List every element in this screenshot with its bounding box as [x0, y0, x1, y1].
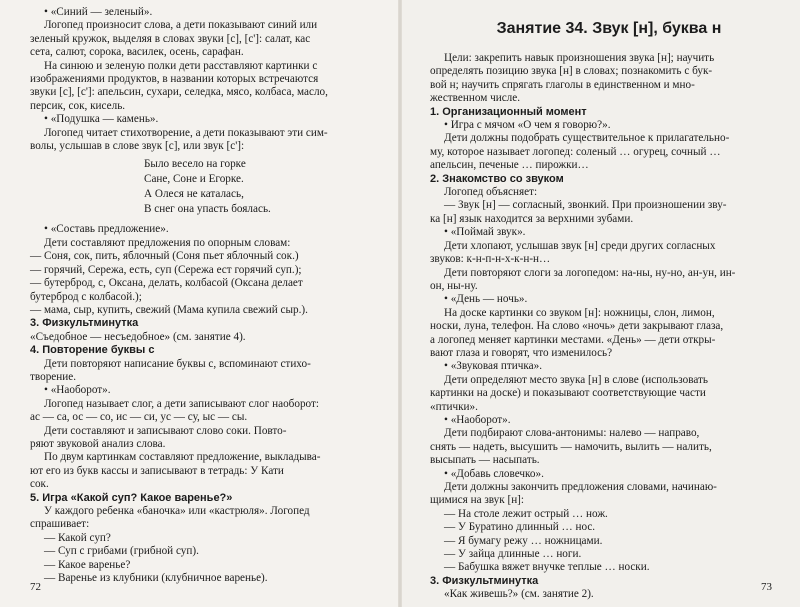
section-heading: 5. Игра «Какой суп? Какое варенье?»: [30, 491, 233, 504]
text-line: а логопед меняет картинки местами. «День» — дети откры-: [430, 333, 716, 346]
text-line: • Игра с мячом «О чем я говорю?».: [444, 119, 611, 132]
text-line: — У зайца длинные … ноги.: [444, 548, 582, 561]
text-line: • «Синий — зеленый».: [44, 6, 153, 18]
section-heading: 3. Физкультминутка: [30, 317, 139, 330]
text-line: — Варенье из клубники (клубничное варенье).: [44, 572, 268, 585]
text-line: Логопед читает стихотворение, а дети показывают эти сим-: [44, 126, 328, 139]
text-line: — горячий, Сережа, есть, суп (Сережа ест горячий суп.);: [30, 263, 302, 276]
text-line: звуки [с], [с']: апельсин, сухари, селедка, мясо, колбаса, масло,: [30, 86, 328, 99]
text-line: ас — са, ос — со, ис — си, ус — су, ыс — сы.: [30, 411, 248, 424]
text-line: ка [н] язык находится за верхними зубами.: [430, 212, 634, 225]
text-line: му, которое называет логопед: соленый … огурец, сочный …: [430, 145, 721, 158]
text-line: сета, салют, сорока, василек, осень, сарафан.: [30, 46, 244, 59]
text-line: Логопед произносит слова, а дети показывают синий или: [44, 19, 318, 32]
text-line: зеленый кружок, выделяя в словах звуки [с], [с']: салат, кас: [30, 32, 311, 45]
poem: [30, 157, 388, 217]
text-line: Дети подбирают слова-антонимы: налево — направо,: [444, 427, 700, 440]
text-line: персик, сок, кисель.: [30, 99, 126, 112]
text-line: сок.: [30, 478, 49, 491]
text-line: — Суп с грибами (грибной суп).: [44, 545, 199, 558]
section-heading: 1. Организационный момент: [430, 105, 587, 118]
text-line: Дети повторяют написание буквы с, вспоминают стихо-: [44, 357, 311, 370]
lesson-title: Занятие 34. Звук [н], буква н: [496, 20, 722, 37]
text-line: апельсин, печеные … пирожки…: [430, 159, 589, 172]
text-line: Дети должны закончить предложения словами, начинаю-: [444, 481, 717, 493]
text-line: звуков: к-н-п-н-х-к-н-н…: [430, 253, 551, 266]
text-line: Дети составляют и записывают слово соки. Повто-: [44, 424, 287, 437]
text-line: вают глаза и говорят, что изменилось?: [430, 346, 613, 359]
text-line: снять — надеть, высушить — намочить, вылить — налить,: [430, 440, 712, 453]
text-line: картинки на доске) и показывают соответствующие части: [430, 387, 706, 400]
text-line: «птички».: [430, 400, 478, 413]
page-number-right: 73: [761, 581, 772, 593]
text-line: — мама, сыр, купить, свежий (Мама купила свежий сыр.).: [30, 303, 308, 316]
text-line: ют его из букв кассы и записывают в тетрадь: У Кати: [30, 464, 284, 477]
right-page: [400, 0, 800, 607]
text-line: жественном числе.: [430, 92, 521, 105]
text-line: бутерброд с колбасой.);: [30, 290, 142, 303]
right-text-block: [430, 52, 788, 602]
text-line: изображениями продуктов, в названии которых встречаются: [30, 73, 319, 86]
text-line: Логопед называет слог, а дети записывают слог наоборот:: [44, 397, 319, 410]
text-line: высыпать — насыпать.: [430, 454, 540, 467]
book-gutter: [398, 0, 402, 607]
text-line: • «Наоборот».: [44, 384, 111, 397]
text-line: Цели: закрепить навык произношения звука [н]; научить: [444, 52, 715, 64]
section-heading: 4. Повторение буквы с: [30, 344, 155, 357]
text-line: спрашивает:: [30, 518, 90, 531]
page-number-left: 72: [30, 581, 41, 593]
text-line: он, ны-ну.: [430, 279, 478, 292]
text-line: Дети должны подобрать существительное к прилагательно-: [444, 132, 730, 145]
text-line: Дети повторяют слоги за логопедом: на-ны, ну-но, ан-ун, ин-: [444, 266, 736, 279]
text-line: • «Наоборот».: [444, 413, 511, 426]
text-line: На синюю и зеленую полки дети расставляют картинки с: [44, 59, 318, 72]
text-line: — Звук [н] — согласный, звонкий. При произношении зву-: [444, 199, 727, 212]
text-line: • «Добавь словечко».: [444, 467, 544, 480]
text-line: У каждого ребенка «баночка» или «кастрюля». Логопед: [44, 505, 310, 517]
text-line: определять позицию звука [н] в словах; познакомить с бук-: [430, 65, 713, 78]
text-line: • «Звуковая птичка».: [444, 360, 543, 373]
left-text-block-1: [30, 6, 388, 153]
text-line: • «Поймай звук».: [444, 226, 526, 239]
text-line: щимися на звук [н]:: [430, 494, 525, 507]
text-line: волы, услышав в слове звук [с], или звук [с']:: [30, 140, 245, 153]
text-line: носки, луна, телефон. На слово «ночь» дети закрывают глаза,: [430, 320, 724, 333]
text-line: «Съедобное — несъедобное» (см. занятие 4).: [30, 330, 246, 343]
poem-line: Было весело на горке: [144, 158, 246, 171]
text-line: — На столе лежит острый … нож.: [444, 507, 608, 520]
text-line: • «День — ночь».: [444, 293, 528, 306]
text-line: Дети определяют место звука [н] в слове (использовать: [444, 373, 709, 386]
text-line: Дети хлопают, услышав звук [н] среди других согласных: [444, 239, 716, 252]
text-line: • «Подушка — камень».: [44, 113, 159, 126]
poem-line: В снег она упасть боялась.: [144, 203, 271, 216]
text-line: — Какое варенье?: [44, 558, 131, 571]
text-line: — Какой суп?: [44, 531, 111, 544]
text-line: — Я бумагу режу … ножницами.: [444, 534, 603, 547]
text-line: — Соня, сок, пить, яблочный (Соня пьет яблочный сок.): [30, 250, 299, 263]
text-line: ряют звуковой анализ слова.: [30, 437, 166, 450]
poem-line: А Олеся не каталась,: [144, 188, 244, 201]
text-line: творение.: [30, 370, 76, 383]
left-text-block-2: [30, 223, 388, 585]
text-line: «Как живешь?» (см. занятие 2).: [444, 588, 594, 601]
text-line: — У Буратино длинный … нос.: [444, 521, 596, 534]
text-line: — бутерброд, с, Оксана, делать, колбасой (Оксана делает: [30, 277, 303, 290]
text-line: • «Составь предложение».: [44, 223, 169, 236]
text-line: По двум картинкам составляют предложение, выкладыва-: [44, 451, 321, 464]
text-line: — Бабушка вяжет внучке теплые … носки.: [444, 561, 650, 574]
text-line: вой н; научить спрягать глаголы в единственном и мно-: [430, 78, 695, 91]
text-line: Логопед объясняет:: [444, 186, 538, 199]
text-line: На доске картинки со звуком [н]: ножницы, слон, лимон,: [444, 306, 715, 319]
section-heading: 3. Физкультминутка: [430, 574, 539, 587]
text-line: Дети составляют предложения по опорным словам:: [44, 236, 291, 249]
section-heading: 2. Знакомство со звуком: [430, 172, 564, 185]
poem-line: Сане, Соне и Егорке.: [144, 173, 244, 186]
